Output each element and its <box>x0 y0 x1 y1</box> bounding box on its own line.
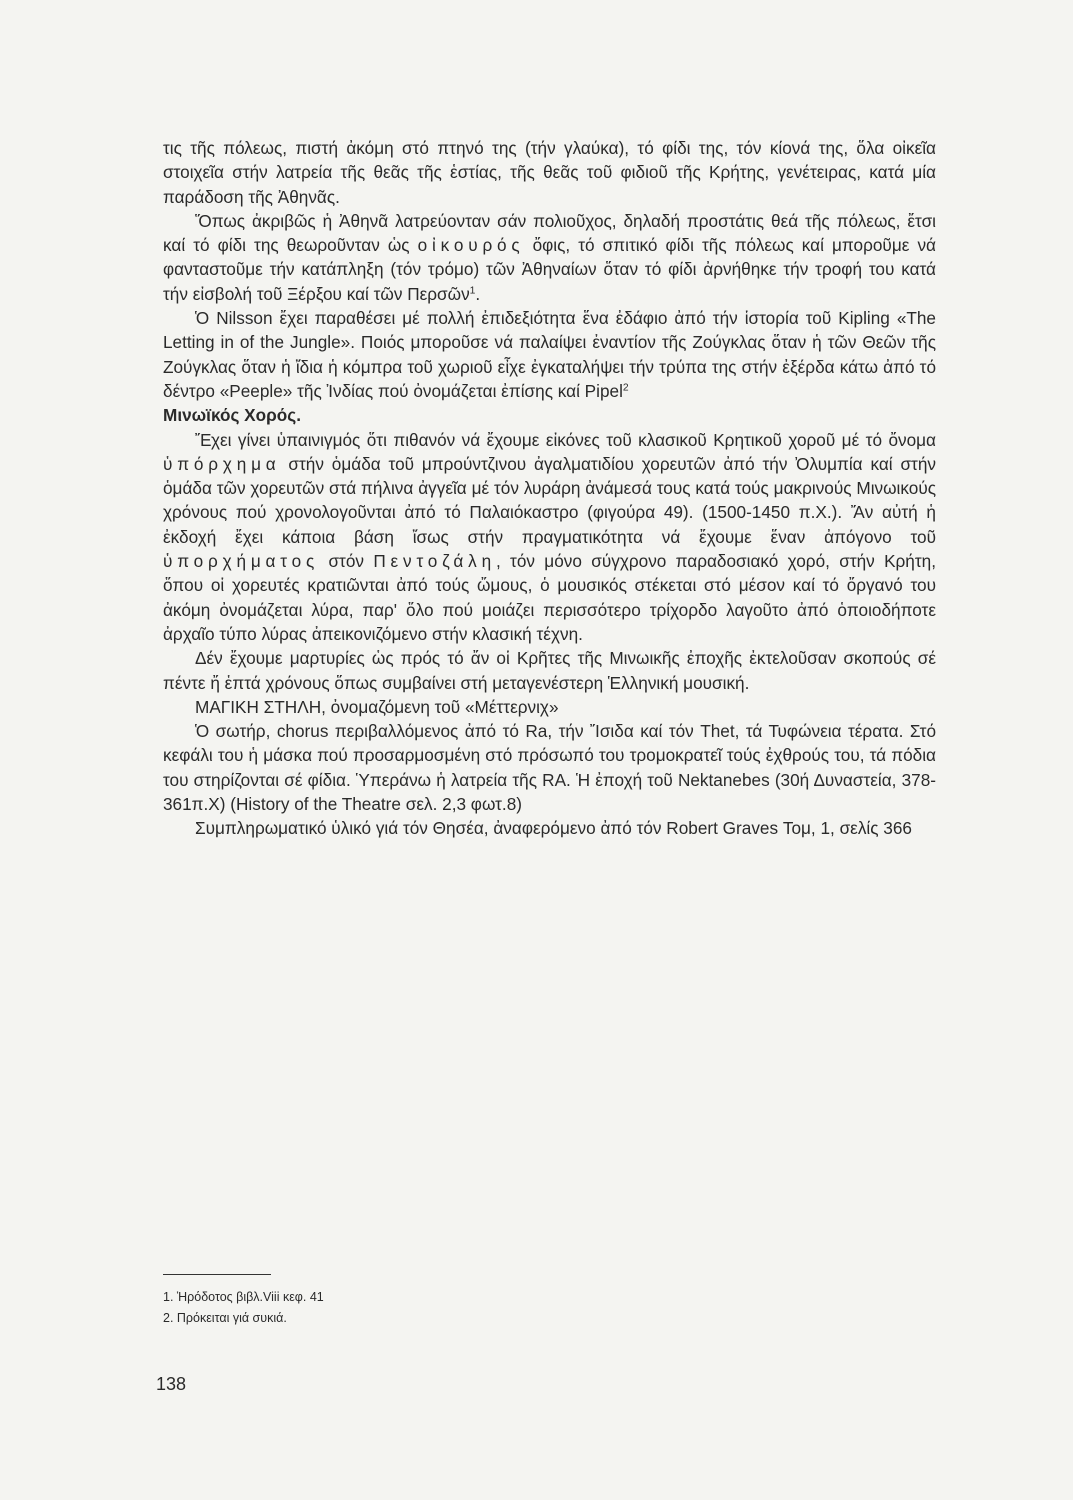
footnote-ref-1: 1 <box>469 285 476 297</box>
spaced-term-hyporchema: ὑπόρχημα <box>163 453 281 474</box>
paragraph-2: Ὅπως ἀκριβῶς ἡ Ἀθηνᾶ λατρεύονταν σάν πολιοῦχος, δηλαδή προστάτις θεά τῆς πόλεως, ἔτσι καί τό φίδι της θεωροῦνταν ὡς οἰκουρός ὄφις, τό σπιτικό φίδι τῆς πόλεως καί μποροῦμε νά φανταστοῦμε τήν κατάπληξη (τόν τρόμο) τῶν Ἀθηναίων ὅταν τό φίδι ἀρνήθηκε τήν τροφή του κατά τήν εἰσβολή τοῦ Ξέρξου καί τῶν Περσῶν$^1$. <box>163 210 936 304</box>
footnotes <box>163 1287 663 1329</box>
paragraph-1: τις τῆς πόλεως, πιστή ἀκόμη στό πτηνό της (τήν γλαύκα), τό φίδι της, τόν κίονά της, ὅλα οἰκεῖα στοιχεῖα στήν λατρεία τῆς θεᾶς τῆς ἑστίας, τῆς θεᾶς τοῦ φιδιοῦ τῆς Κρήτης, γενέτειρας, κατά μία παράδοση τῆς Ἀθηνᾶς. <box>163 138 936 207</box>
spaced-term-hyporchematos: ὑπορχήματος <box>163 551 320 572</box>
footnote-2: 2. Πρόκειται γιά συκιά. <box>163 1311 287 1325</box>
paragraph-3: Ὁ Nilsson ἔχει παραθέσει μέ πολλή ἐπιδεξιότητα ἕνα ἐδάφιο ἀπό τήν ἱστορία τοῦ Kipling «The Letting in of the Jungle». Ποιός μποροῦσε νά παλαίψει ἐναντίον τῆς Ζούγκλας ὅταν ἡ τῶν Θεῶν τῆς Ζούγκλας ὅταν ἡ ἴδια ἡ κόμπρα τοῦ χωριοῦ εἶχε ἐγκαταλήψει τήν τρύπα της στήν ἐξέρδα κάτω ἀπό τό δέντρο «Peeple» τῆς Ἰνδίας πού ὀνομάζεται ἐπίσης καί Pipel$^2$ <box>163 308 936 401</box>
paragraph-4: Ἔχει γίνει ὑπαινιγμός ὅτι πιθανόν νά ἔχουμε εἰκόνες τοῦ κλασικοῦ Κρητικοῦ χοροῦ μέ τό ὄνομα ὑπόρχημα στήν ὁμάδα τοῦ μπρούντζινου ἀγαλματιδίου χορευτῶν ἀπό τήν Ὀλυμπία καί στήν ὁμάδα τῶν χορευτῶν στά πήλινα ἀγγεῖα μέ τόν λυράρη ἀνάμεσά τους κατά τούς μακρινούς Μινωικούς χρόνους πού χρονολογοῦνται ἀπό τό Παλαιόκαστρο (φιγούρα 49). (1500-1450 π.Χ.). Ἄν αὐτή ἡ ἐκδοχή ἔχει κάποια βάση ἴσως στήν πραγματικότητα νά ἔχουμε ἕναν ἀπόγονο τοῦ ὑπορχήματος στόν Πεντοζάλη, τόν μόνο σύγχρονο παραδοσιακό χορό, στήν Κρήτη, ὅπου οἱ χορευτές κρατιῶνται ἀπό τούς ὤμους, ὁ μουσικός στέκεται στό μέσον καί τό ὄργανό του ἀκόμη ὀνομάζεται λύρα, παρ' ὅλο πού μοιάζει περισσότερο τρίχορδο λαγοῦτο ἀπό ὁποιοδήποτε ἀρχαῖο τύπο λύρας ἀπεικονιζόμενο στήν κλασική τέχνη. <box>163 429 936 644</box>
paragraph-8: Συμπληρωματικό ὑλικό γιά τόν Θησέα, ἀναφερόμενο ἀπό τόν Robert Graves Τομ, 1, σελίς 366 <box>195 818 912 839</box>
paragraph-6: ΜΑΓΙΚΗ ΣΤΗΛΗ, ὀνομαζόμενη τοῦ «Μέττερνιχ» <box>195 696 559 717</box>
body-text <box>163 136 936 841</box>
spaced-term-oikouros: οἰκουρός <box>417 235 525 256</box>
footnote-ref-2: 2 <box>622 382 629 394</box>
page-number: 138 <box>156 1374 187 1394</box>
footnote-divider <box>163 1274 271 1275</box>
footnote-1: 1. Ἡρόδοτος βιβλ.Viii κεφ. 41 <box>163 1290 324 1304</box>
section-heading: Μινωϊκός Χορός. <box>163 405 301 426</box>
paragraph-5: Δέν ἔχουμε μαρτυρίες ὡς πρός τό ἄν οἱ Κρῆτες τῆς Μινωικῆς ἐποχῆς ἐκτελοῦσαν σκοπούς σέ πέντε ἤ ἑπτά χρόνους ὅπως συμβαίνει στή μεταγενέστερη Ἑλληνική μουσική. <box>163 648 936 693</box>
spaced-term-pentozali: Πεντοζάλη <box>373 551 496 572</box>
paragraph-7: Ὁ σωτήρ, chorus περιβαλλόμενος ἀπό τό Ra, τήν Ἴσιδα καί τόν Thet, τά Τυφώνεια τέρατα. Στό κεφάλι του ἡ μάσκα πού προσαρμοσμένη στό πρόσωπό του τρομοκρατεῖ τούς ἐχθρούς του, τά πόδια του στηρίζονται σέ φίδια. Ὑπεράνω ἡ λατρεία τῆς RA. Ἡ ἐποχή τοῦ Nektanebes (30ή Δυναστεία, 378-361π.Χ) (History of the Theatre σελ. 2,3 φωτ.8) <box>163 721 936 815</box>
